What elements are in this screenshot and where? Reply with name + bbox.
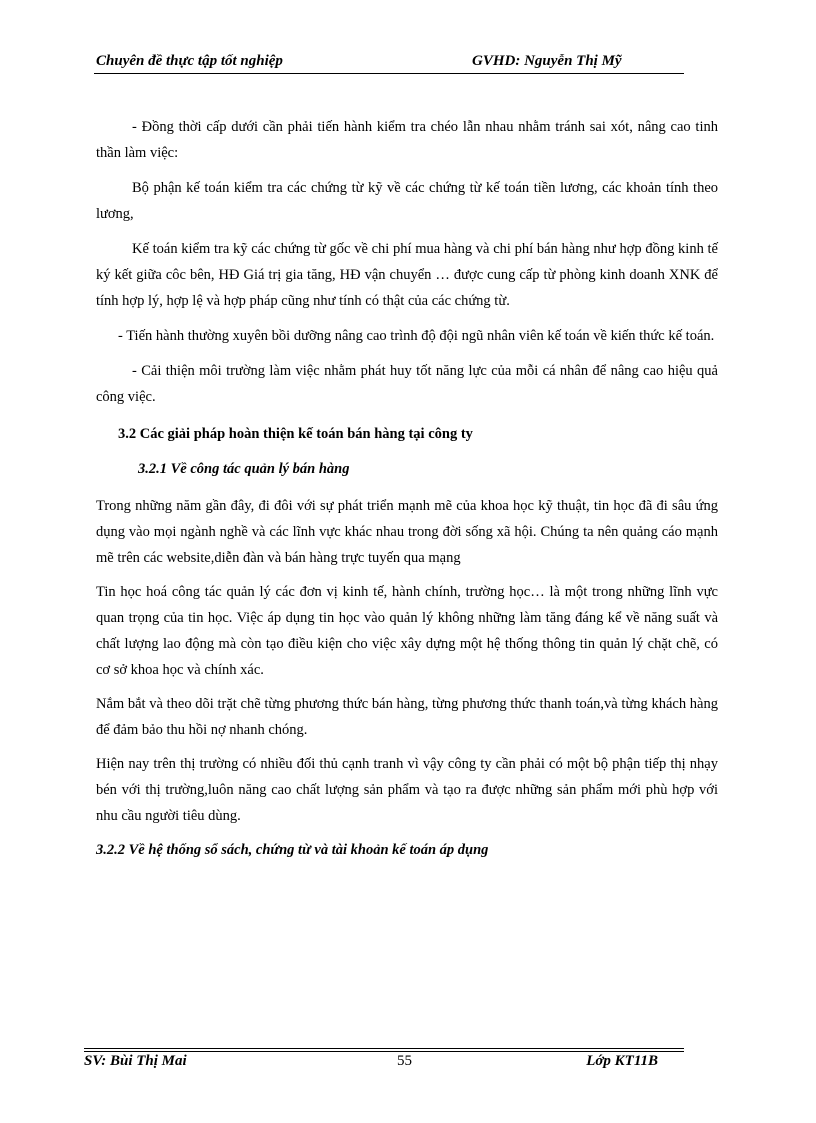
- header-rule: [94, 73, 684, 74]
- paragraph-computerization: Tin học hoá công tác quản lý các đơn vị kinh tế, hành chính, trường học… là một trong những lĩnh vực quan trọng của tin học. Việc áp dụng tin học vào quản lý không những làm tăng đáng kể về năng suất và chất lượng lao động mà còn tạo điều kiện cho việc xây dựng một hệ thống thông tin quản lý chặt chẽ, có cơ sở khoa học và chính xác.: [96, 584, 718, 678]
- page-number: 55: [397, 1053, 412, 1069]
- paragraph-payment-tracking: Nắm bắt và theo dõi trặt chẽ từng phương thức bán hàng, từng phương thức thanh toán,và từng khách hàng để đảm bảo thu hồi nợ nhanh chóng.: [96, 696, 718, 738]
- header-supervisor: GVHD: Nguyễn Thị Mỹ: [472, 53, 622, 69]
- paragraph-payroll-check: Bộ phận kế toán kiểm tra các chứng từ kỹ về các chứng từ kế toán tiền lương, các khoản tính theo lương,: [96, 180, 718, 222]
- page-content: [96, 114, 718, 863]
- page-footer: [84, 1053, 684, 1073]
- header-document-title: Chuyên đề thực tập tốt nghiệp: [96, 53, 283, 69]
- paragraph-marketing: Hiện nay trên thị trường có nhiều đối thủ cạnh tranh vì vậy công ty cần phải có một bộ phận tiếp thị nhạy bén với thị trường,luôn năng cao chất lượng sản phẩm và tạo ra được những sản phẩm mới phù hợp với nhu cầu người tiêu dùng.: [96, 756, 718, 824]
- footer-rule-top: [84, 1048, 684, 1049]
- paragraph-cross-check: - Đồng thời cấp dưới cần phải tiến hành kiểm tra chéo lẫn nhau nhằm tránh sai xót, nâng cao tinh thần làm việc:: [96, 119, 718, 161]
- footer-class: Lớp KT11B: [586, 1053, 658, 1069]
- paragraph-technology: Trong những năm gần đây, đi đôi với sự phát triển mạnh mẽ của khoa học kỹ thuật, tin học đã đi sâu ứng dụng vào mọi ngành nghề và các lĩnh vực khác nhau trong đời sống xã hội. Chúng ta nên quảng cáo mạnh mẽ trên các website,diễn đàn và bán hàng trực tuyến qua mạng: [96, 498, 718, 566]
- paragraph-source-documents: Kế toán kiểm tra kỹ các chứng từ gốc về chi phí mua hàng và chi phí bán hàng như hợp đồng kinh tế ký kết giữa côc bên, HĐ Giá trị gia tăng, HĐ vận chuyển … được cung cấp từ phòng kinh doanh XNK để tính hợp lý, hợp lệ và hợp pháp cũng như tính có thật của các chứng từ.: [96, 241, 718, 309]
- page-header: [94, 51, 684, 73]
- paragraph-staff-training: - Tiến hành thường xuyên bồi dưỡng nâng cao trình độ đội ngũ nhân viên kế toán về kiến thức kế toán.: [118, 328, 715, 344]
- footer-student-name: SV: Bùi Thị Mai: [84, 1053, 187, 1069]
- paragraph-work-environment: - Cải thiện môi trường làm việc nhằm phát huy tốt năng lực của mỗi cá nhân để nâng cao hiệu quả công việc.: [96, 363, 718, 405]
- footer-rule-bottom: [84, 1051, 684, 1052]
- heading-section-3-2-1: 3.2.1 Về công tác quản lý bán hàng: [138, 461, 350, 477]
- heading-section-3-2-2: 3.2.2 Về hệ thống sổ sách, chứng từ và tài khoản kế toán áp dụng: [96, 842, 489, 858]
- heading-section-3-2: 3.2 Các giải pháp hoàn thiện kế toán bán hàng tại công ty: [118, 426, 473, 442]
